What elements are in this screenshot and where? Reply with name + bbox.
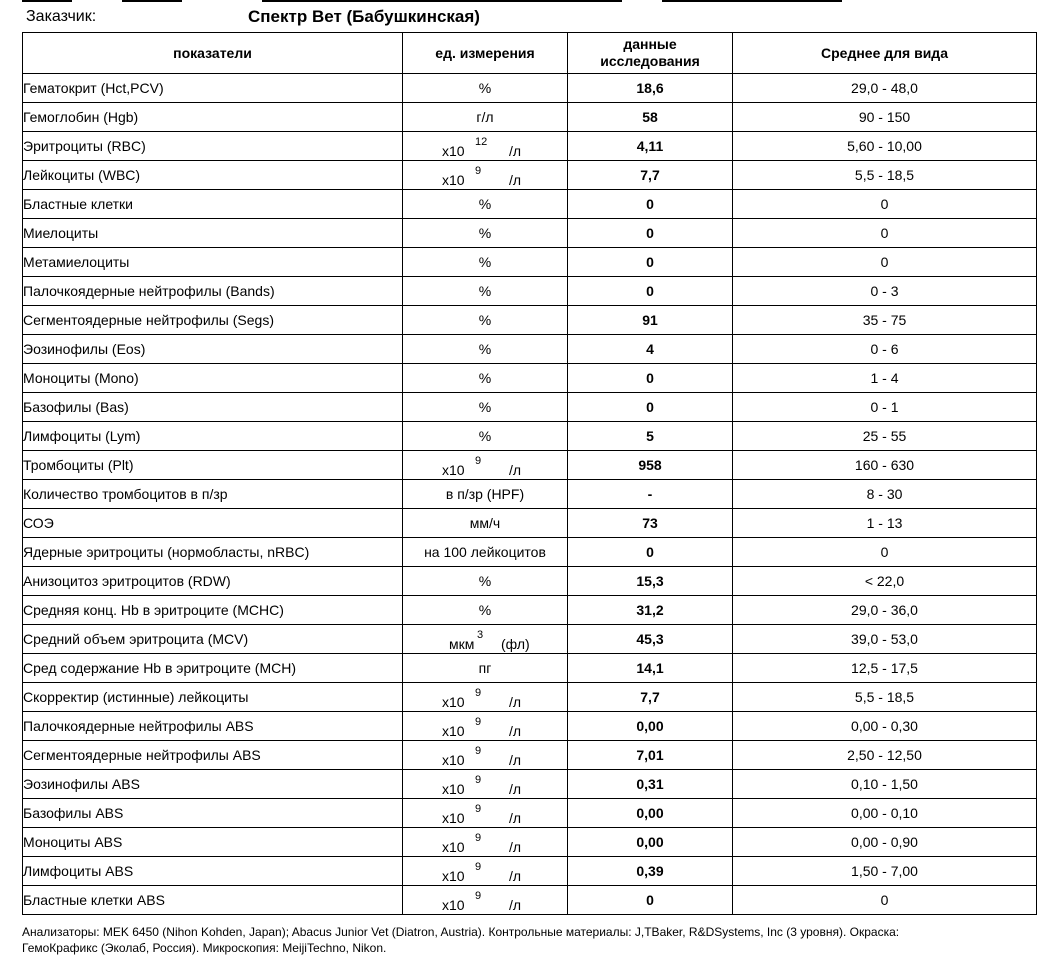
- reference-range: 12,5 - 17,5: [733, 654, 1037, 683]
- result-value: 7,7: [568, 161, 733, 190]
- indicator-name: Эритроциты (RBC): [23, 132, 403, 161]
- table-row: [23, 596, 1037, 625]
- table-row: [23, 509, 1037, 538]
- unit-cell: %: [403, 74, 568, 103]
- result-value: 45,3: [568, 625, 733, 654]
- table-row: [23, 422, 1037, 451]
- unit-tail: /л: [509, 752, 522, 768]
- result-value: 7,01: [568, 741, 733, 770]
- unit-tail: /л: [509, 694, 522, 710]
- indicator-name: Бластные клетки ABS: [23, 886, 403, 915]
- indicator-name: Базофилы ABS: [23, 799, 403, 828]
- result-value: 4: [568, 335, 733, 364]
- footer-line-1: Анализаторы: MEK 6450 (Nihon Kohden, Japan); Abacus Junior Vet (Diatron, Austria). Контрольные материалы: J,TBaker, R&DSystems, Inc (3 уровня). Окраска:: [22, 925, 900, 939]
- table-row: [23, 712, 1037, 741]
- unit-exponent: 9: [475, 774, 482, 786]
- result-value: 0: [568, 393, 733, 422]
- indicator-name: Анизоцитоз эритроцитов (RDW): [23, 567, 403, 596]
- footer-note: [22, 924, 1022, 956]
- unit-base: х10: [442, 723, 465, 739]
- table-row: [23, 132, 1037, 161]
- result-value: 0,00: [568, 712, 733, 741]
- unit-tail: /л: [509, 172, 522, 188]
- result-value: 0: [568, 190, 733, 219]
- indicator-name: Сегментоядерные нейтрофилы (Segs): [23, 306, 403, 335]
- table-row: [23, 538, 1037, 567]
- unit-exponent: 9: [475, 803, 482, 815]
- indicator-name: Средний объем эритроцита (MCV): [23, 625, 403, 654]
- table-row: [23, 741, 1037, 770]
- unit-exponent: 9: [475, 745, 482, 757]
- customer-name: Спектр Вет (Бабушкинская): [248, 7, 480, 26]
- reference-range: 160 - 630: [733, 451, 1037, 480]
- indicator-name: Ядерные эритроциты (нормобласты, nRBC): [23, 538, 403, 567]
- unit-cell: %: [403, 190, 568, 219]
- table-header-row: [23, 33, 1037, 74]
- result-value: 0: [568, 248, 733, 277]
- reference-range: 1,50 - 7,00: [733, 857, 1037, 886]
- top-border-fragments: [22, 0, 1036, 3]
- result-value: 0,00: [568, 828, 733, 857]
- result-value: 4,11: [568, 132, 733, 161]
- indicator-name: Лимфоциты (Lym): [23, 422, 403, 451]
- table-row: [23, 74, 1037, 103]
- result-value: 18,6: [568, 74, 733, 103]
- unit-base: х10: [442, 897, 465, 913]
- unit-tail: (фл): [501, 636, 530, 652]
- indicator-name: Гематокрит (Hct,PCV): [23, 74, 403, 103]
- unit-cell: [403, 770, 568, 799]
- result-value: 91: [568, 306, 733, 335]
- table-row: [23, 219, 1037, 248]
- result-value: 14,1: [568, 654, 733, 683]
- table-body: [23, 74, 1037, 915]
- unit-cell: [403, 828, 568, 857]
- unit-cell: %: [403, 306, 568, 335]
- indicator-name: Моноциты (Mono): [23, 364, 403, 393]
- customer-label: Заказчик:: [26, 8, 97, 25]
- reference-range: 0 - 6: [733, 335, 1037, 364]
- reference-range: 2,50 - 12,50: [733, 741, 1037, 770]
- result-value: 0: [568, 219, 733, 248]
- unit-cell: на 100 лейкоцитов: [403, 538, 568, 567]
- reference-range: 29,0 - 48,0: [733, 74, 1037, 103]
- unit-exponent: 9: [475, 861, 482, 873]
- indicator-name: Палочкоядерные нейтрофилы ABS: [23, 712, 403, 741]
- indicator-name: Эозинофилы ABS: [23, 770, 403, 799]
- unit-cell: в п/зр (HPF): [403, 480, 568, 509]
- unit-exponent: 12: [475, 136, 488, 148]
- indicator-name: Лимфоциты ABS: [23, 857, 403, 886]
- table-row: [23, 335, 1037, 364]
- table-row: [23, 567, 1037, 596]
- indicator-name: Миелоциты: [23, 219, 403, 248]
- result-value: 73: [568, 509, 733, 538]
- indicator-name: Бластные клетки: [23, 190, 403, 219]
- result-value: 5: [568, 422, 733, 451]
- reference-range: 0: [733, 219, 1037, 248]
- result-value: 7,7: [568, 683, 733, 712]
- unit-cell: [403, 857, 568, 886]
- unit-exponent: 9: [475, 455, 482, 467]
- result-value: 31,2: [568, 596, 733, 625]
- reference-range: 1 - 13: [733, 509, 1037, 538]
- unit-cell: [403, 625, 568, 654]
- reference-range: 90 - 150: [733, 103, 1037, 132]
- table-row: [23, 103, 1037, 132]
- header-indicator: показатели: [23, 33, 403, 74]
- unit-exponent: 9: [475, 890, 482, 902]
- unit-tail: /л: [509, 810, 522, 826]
- reference-range: 8 - 30: [733, 480, 1037, 509]
- unit-cell: %: [403, 248, 568, 277]
- unit-cell: [403, 799, 568, 828]
- unit-base: х10: [442, 143, 465, 159]
- table-row: [23, 828, 1037, 857]
- indicator-name: Тромбоциты (Plt): [23, 451, 403, 480]
- header-reference: Среднее для вида: [733, 33, 1037, 74]
- unit-cell: [403, 712, 568, 741]
- table-row: [23, 451, 1037, 480]
- table-row: [23, 857, 1037, 886]
- reference-range: 0: [733, 248, 1037, 277]
- table-row: [23, 625, 1037, 654]
- unit-base: х10: [442, 172, 465, 188]
- table-row: [23, 654, 1037, 683]
- unit-tail: /л: [509, 462, 522, 478]
- unit-cell: [403, 886, 568, 915]
- unit-exponent: 9: [475, 165, 482, 177]
- unit-tail: /л: [509, 723, 522, 739]
- reference-range: 29,0 - 36,0: [733, 596, 1037, 625]
- unit-tail: /л: [509, 868, 522, 884]
- indicator-name: Эозинофилы (Eos): [23, 335, 403, 364]
- unit-cell: [403, 741, 568, 770]
- table-row: [23, 770, 1037, 799]
- unit-tail: /л: [509, 781, 522, 797]
- indicator-name: Сегментоядерные нейтрофилы ABS: [23, 741, 403, 770]
- unit-cell: %: [403, 335, 568, 364]
- reference-range: 0: [733, 190, 1037, 219]
- reference-range: 1 - 4: [733, 364, 1037, 393]
- reference-range: 0,10 - 1,50: [733, 770, 1037, 799]
- indicator-name: Моноциты ABS: [23, 828, 403, 857]
- unit-tail: /л: [509, 143, 522, 159]
- reference-range: 5,60 - 10,00: [733, 132, 1037, 161]
- unit-exponent: 3: [477, 629, 484, 641]
- result-value: 0: [568, 886, 733, 915]
- table-row: [23, 248, 1037, 277]
- unit-cell: г/л: [403, 103, 568, 132]
- result-value: 958: [568, 451, 733, 480]
- result-value: -: [568, 480, 733, 509]
- reference-range: 5,5 - 18,5: [733, 161, 1037, 190]
- reference-range: 25 - 55: [733, 422, 1037, 451]
- unit-cell: %: [403, 364, 568, 393]
- result-value: 0: [568, 277, 733, 306]
- results-table: [22, 32, 1037, 915]
- indicator-name: Количество тромбоцитов в п/зр: [23, 480, 403, 509]
- unit-tail: /л: [509, 897, 522, 913]
- result-value: 58: [568, 103, 733, 132]
- unit-cell: [403, 132, 568, 161]
- unit-base: х10: [442, 694, 465, 710]
- unit-cell: %: [403, 393, 568, 422]
- footer-line-2: ГемоКрафикс (Эколаб, Россия). Микроскопия: MeijiTechno, Nikon.: [22, 941, 387, 955]
- unit-base: х10: [442, 868, 465, 884]
- table-row: [23, 393, 1037, 422]
- unit-tail: /л: [509, 839, 522, 855]
- table-row: [23, 277, 1037, 306]
- reference-range: < 22,0: [733, 567, 1037, 596]
- unit-exponent: 9: [475, 687, 482, 699]
- result-value: 0: [568, 538, 733, 567]
- indicator-name: Скорректир (истинные) лейкоциты: [23, 683, 403, 712]
- indicator-name: Метамиелоциты: [23, 248, 403, 277]
- unit-cell: %: [403, 422, 568, 451]
- unit-base: х10: [442, 462, 465, 478]
- reference-range: 0,00 - 0,30: [733, 712, 1037, 741]
- result-value: 0: [568, 364, 733, 393]
- unit-exponent: 9: [475, 716, 482, 728]
- result-value: 0,31: [568, 770, 733, 799]
- unit-cell: %: [403, 567, 568, 596]
- table-row: [23, 364, 1037, 393]
- unit-cell: мм/ч: [403, 509, 568, 538]
- indicator-name: СОЭ: [23, 509, 403, 538]
- result-value: 0,39: [568, 857, 733, 886]
- indicator-name: Палочкоядерные нейтрофилы (Bands): [23, 277, 403, 306]
- result-value: 0,00: [568, 799, 733, 828]
- header-result-line2: исследования: [600, 53, 700, 69]
- unit-cell: [403, 451, 568, 480]
- unit-cell: %: [403, 219, 568, 248]
- header-result: [568, 33, 733, 74]
- unit-base: мкм: [449, 636, 475, 652]
- header-unit: ед. измерения: [403, 33, 568, 74]
- unit-cell: [403, 161, 568, 190]
- reference-range: 0,00 - 0,10: [733, 799, 1037, 828]
- unit-exponent: 9: [475, 832, 482, 844]
- unit-cell: %: [403, 596, 568, 625]
- reference-range: 0,00 - 0,90: [733, 828, 1037, 857]
- unit-base: х10: [442, 839, 465, 855]
- indicator-name: Средняя конц. Hb в эритроците (MCHC): [23, 596, 403, 625]
- table-row: [23, 190, 1037, 219]
- reference-range: 0: [733, 886, 1037, 915]
- indicator-name: Базофилы (Bas): [23, 393, 403, 422]
- indicator-name: Сред содержание Hb в эритроците (MCH): [23, 654, 403, 683]
- table-row: [23, 683, 1037, 712]
- unit-base: х10: [442, 810, 465, 826]
- reference-range: 35 - 75: [733, 306, 1037, 335]
- table-row: [23, 161, 1037, 190]
- reference-range: 0 - 3: [733, 277, 1037, 306]
- table-row: [23, 886, 1037, 915]
- unit-cell: [403, 683, 568, 712]
- unit-cell: пг: [403, 654, 568, 683]
- indicator-name: Лейкоциты (WBC): [23, 161, 403, 190]
- indicator-name: Гемоглобин (Hgb): [23, 103, 403, 132]
- unit-base: х10: [442, 752, 465, 768]
- table-row: [23, 480, 1037, 509]
- table-row: [23, 799, 1037, 828]
- reference-range: 39,0 - 53,0: [733, 625, 1037, 654]
- reference-range: 0 - 1: [733, 393, 1037, 422]
- header-result-line1: данные: [623, 36, 677, 52]
- reference-range: 5,5 - 18,5: [733, 683, 1037, 712]
- result-value: 15,3: [568, 567, 733, 596]
- unit-base: х10: [442, 781, 465, 797]
- reference-range: 0: [733, 538, 1037, 567]
- unit-cell: %: [403, 277, 568, 306]
- table-row: [23, 306, 1037, 335]
